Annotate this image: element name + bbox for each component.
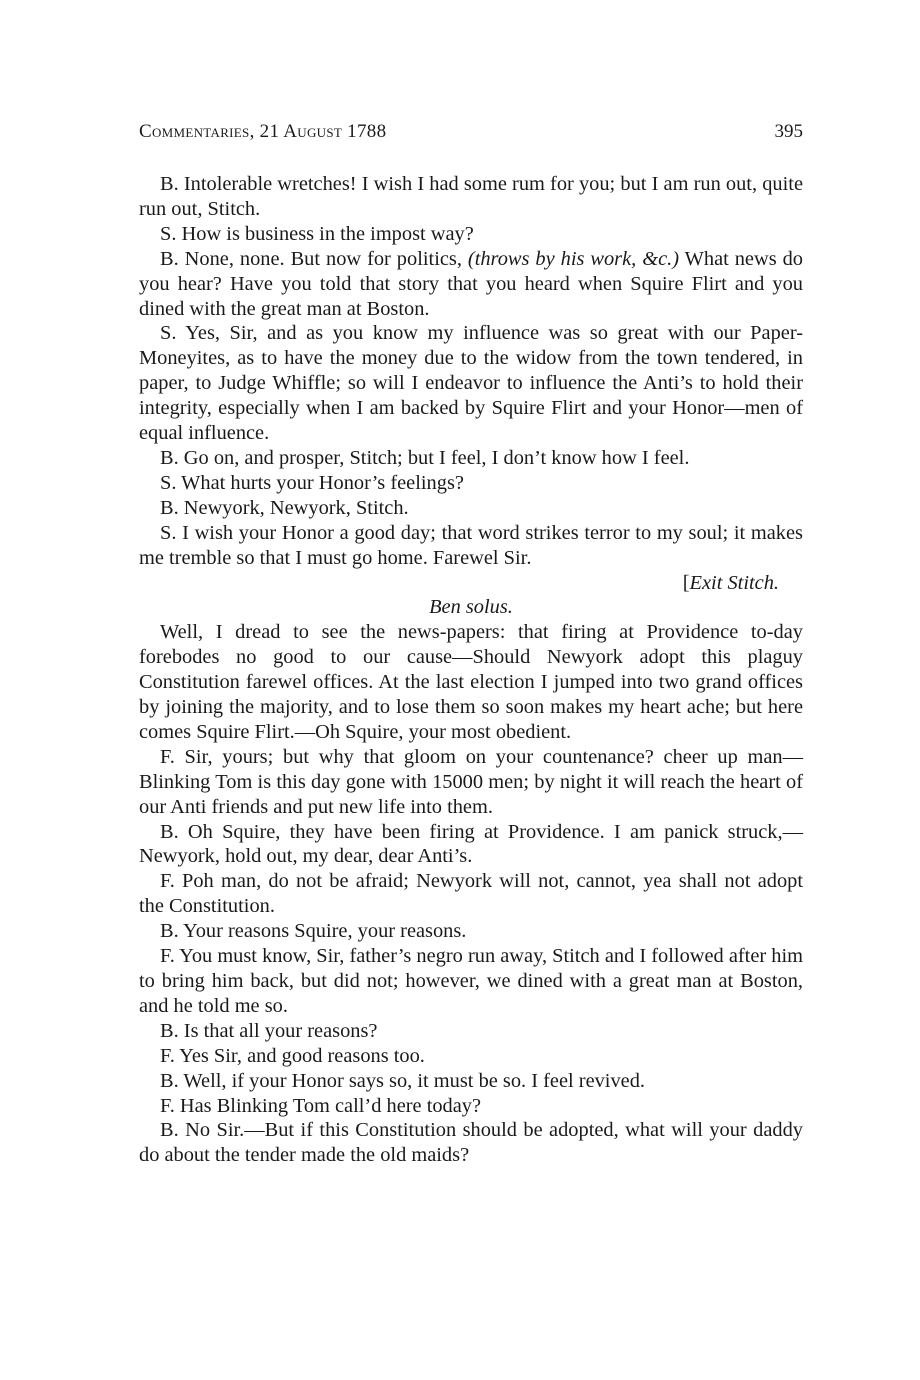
paragraph: F. Yes Sir, and good reasons too. [160, 1044, 425, 1067]
paragraph: S. I wish your Honor a good day; that word strikes terror to my soul; it makes me tremble so that I must go home. Farewel Sir. [139, 521, 803, 569]
stage-direction: (throws by his work, &c.) [467, 247, 680, 270]
exit-direction [139, 571, 803, 596]
running-title: Commentaries, 21 August 1788 [139, 121, 387, 142]
paragraph-text: B. None, none. But now for politics, [160, 247, 468, 270]
paragraph: S. What hurts your Honor’s feelings? [160, 471, 464, 494]
paragraph: B. Is that all your reasons? [160, 1019, 378, 1042]
page-number: 395 [774, 121, 803, 142]
paragraph: B. Newyork, Newyork, Stitch. [160, 496, 409, 519]
paragraph [139, 247, 803, 322]
paragraph: B. Intolerable wretches! I wish I had some rum for you; but I am run out, quite run out, Stitch. [139, 173, 803, 220]
paragraph: F. You must know, Sir, father’s negro run away, Stitch and I followed after him to bring him back, but did not; however, we dined with a great man at Boston, and he told me so. [139, 945, 803, 1017]
exit-bracket: [ [682, 571, 690, 594]
paragraph-text: What news do you hear? Have you told that story that you heard when Squire Flirt and you dined with the great man at Boston. [139, 247, 803, 320]
paragraph: Well, I dread to see the news-papers: that firing at Providence to-day forebodes no good to our cause—Should Newyork adopt this plaguy Constitution farewel offices. At the last election I jumped into two grand offices by joining the majority, and to lose them so soon makes my heart ache; but here comes Squire Flirt.—Oh Squire, your most obedient. [139, 621, 803, 743]
document-page [139, 120, 803, 1168]
paragraph: B. Oh Squire, they have been firing at Providence. I am panick struck,—Newyork, hold out, my dear, dear Anti’s. [139, 820, 803, 868]
paragraph: B. Your reasons Squire, your reasons. [160, 920, 467, 943]
scene-heading: Ben solus. [429, 596, 513, 619]
paragraph: F. Sir, yours; but why that gloom on your countenance? cheer up man—Blinking Tom is this day gone with 15000 men; by night it will reach the heart of our Anti friends and put new life into them. [139, 745, 803, 818]
paragraph: F. Has Blinking Tom call’d here today? [160, 1094, 482, 1117]
paragraph: B. Go on, and prosper, Stitch; but I feel, I don’t know how I feel. [160, 446, 690, 469]
exit-text: Exit Stitch. [689, 571, 779, 594]
running-head [139, 120, 803, 148]
paragraph: S. How is business in the impost way? [160, 222, 474, 245]
paragraph: B. No Sir.—But if this Constitution should be adopted, what will your daddy do about the tender made the old maids? [139, 1119, 803, 1167]
paragraph: S. Yes, Sir, and as you know my influence was so great with our Paper-Moneyites, as to have the money due to the widow from the town tendered, in paper, to Judge Whiffle; so will I endeavor to influence the Anti’s to hold their integrity, especially when I am backed by Squire Flirt and your Honor—men of equal influence. [139, 322, 803, 445]
paragraph: B. Well, if your Honor says so, it must be so. I feel revived. [160, 1069, 646, 1092]
paragraph: F. Poh man, do not be afraid; Newyork will not, cannot, yea shall not adopt the Constitution. [139, 870, 803, 918]
